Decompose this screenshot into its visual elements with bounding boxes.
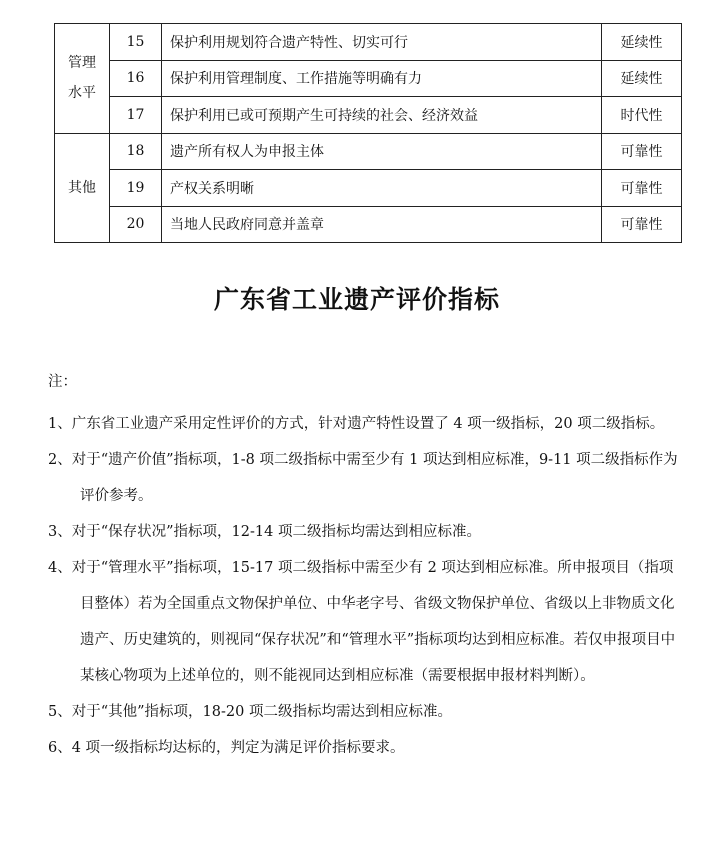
row-number: 18	[110, 133, 162, 170]
row-number: 17	[110, 97, 162, 134]
page-title: 广东省工业遗产评价指标	[213, 285, 500, 314]
row-number: 20	[110, 206, 162, 243]
row-description: 保护利用已或可预期产生可持续的社会、经济效益	[162, 97, 602, 134]
row-description: 保护利用管理制度、工作措施等明确有力	[162, 60, 602, 97]
row-description: 产权关系明晰	[162, 170, 602, 207]
note-item: 3、对于“保存状况”指标项，12-14 项二级指标均需达到相应标准。	[48, 524, 481, 540]
note-item: 4、对于“管理水平”指标项，15-17 项二级指标中需至少有 2 项达到相应标准。所申报项目（指项目整体）若为全国重点文物保护单位、中华老字号、省级文物保护单位、省级以上非物质文化遗产、历史建筑的，则视同“保存状况”和“管理水平”指标项均达到相应标准。若仅申报项目中某核心物项为上述单位的，则不能视同达到相应标准（需要根据申报材料判断）。	[48, 560, 676, 684]
row-type: 可靠性	[602, 206, 682, 243]
table-row	[55, 97, 682, 134]
row-number: 19	[110, 170, 162, 207]
note-item: 6、4 项一级指标均达标的，判定为满足评价指标要求。	[48, 740, 405, 756]
table-row	[55, 24, 682, 61]
row-description: 遗产所有权人为申报主体	[162, 133, 602, 170]
group-cell-other: 其他	[55, 133, 110, 243]
group-cell-management: 管理 水平	[55, 24, 110, 134]
table-row	[55, 206, 682, 243]
row-type: 可靠性	[602, 133, 682, 170]
table-row	[55, 60, 682, 97]
row-description: 保护利用规划符合遗产特性、切实可行	[162, 24, 602, 61]
row-type: 延续性	[602, 24, 682, 61]
row-type: 时代性	[602, 97, 682, 134]
notes-label: 注：	[48, 374, 77, 390]
note-item: 1、广东省工业遗产采用定性评价的方式，针对遗产特性设置了 4 项一级指标，20 项二级指标。	[48, 416, 665, 432]
row-type: 可靠性	[602, 170, 682, 207]
row-number: 15	[110, 24, 162, 61]
note-item: 2、对于“遗产价值”指标项，1-8 项二级指标中需至少有 1 项达到相应标准，9-11 项二级指标作为评价参考。	[48, 452, 678, 504]
criteria-table	[54, 23, 682, 243]
table-row	[55, 133, 682, 170]
row-description: 当地人民政府同意并盖章	[162, 206, 602, 243]
row-number: 16	[110, 60, 162, 97]
table-row	[55, 170, 682, 207]
note-item: 5、对于“其他”指标项，18-20 项二级指标均需达到相应标准。	[48, 704, 452, 720]
row-type: 延续性	[602, 60, 682, 97]
notes-section	[48, 370, 678, 766]
